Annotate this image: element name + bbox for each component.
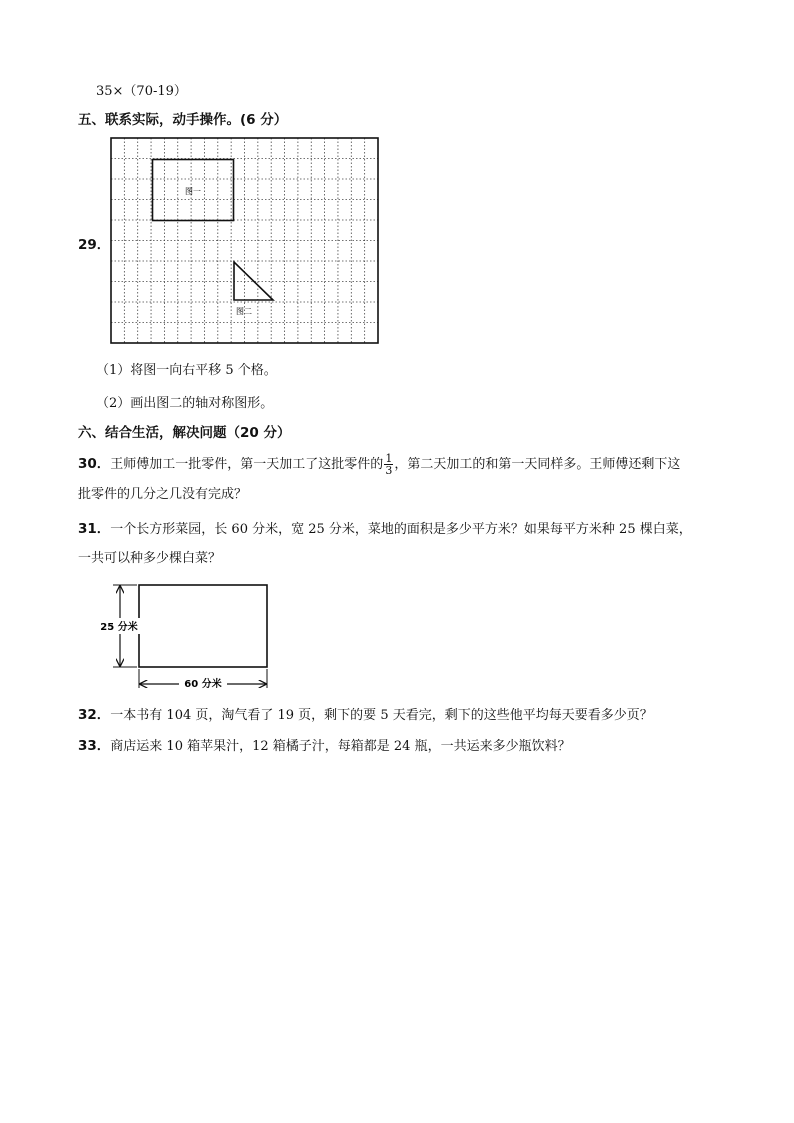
grid-figure	[110, 137, 380, 345]
fraction-one-third	[384, 453, 393, 476]
question-31-line-1	[78, 521, 692, 538]
question-33	[78, 738, 571, 755]
figure-2-label: 图二	[236, 307, 252, 316]
question-32	[78, 707, 653, 724]
fraction-denominator: 3	[385, 464, 393, 477]
question-30-text-after: ，第二天加工的和第一天同样多。王师傅还剩下这	[394, 457, 681, 472]
width-label: 25 分米	[100, 622, 138, 633]
section-6-title: 六、结合生活，解决问题（20 分）	[78, 425, 291, 441]
question-30-line-2: 批零件的几分之几没有完成？	[78, 487, 248, 502]
fraction-numerator: 1	[385, 452, 393, 465]
question-29-sub-1: （1）将图一向右平移 5 个格。	[96, 363, 277, 378]
question-32-number: 32．	[78, 707, 111, 723]
garden-rectangle	[139, 585, 267, 667]
length-label: 60 分米	[184, 679, 222, 690]
question-33-number: 33．	[78, 738, 111, 754]
question-31-number: 31．	[78, 521, 111, 537]
question-30-number: 30．	[78, 456, 111, 472]
section-5-title: 五、联系实际，动手操作。(6 分）	[78, 112, 288, 128]
question-29-sub-2: （2）画出图二的轴对称图形。	[96, 396, 274, 411]
question-31-text: 一个长方形菜园，长 60 分米，宽 25 分米，菜地的面积是多少平方米？如果每平方米种 25 棵白菜，	[110, 522, 692, 537]
expression-line: 35×（70-19）	[96, 84, 187, 99]
question-33-text: 商店运来 10 箱苹果汁，12 箱橘子汁，每箱都是 24 瓶，一共运来多少瓶饮料？	[110, 739, 571, 754]
question-31-line-2: 一共可以种多少棵白菜？	[78, 551, 222, 566]
question-29-number: 29．	[78, 237, 111, 253]
garden-diagram	[96, 580, 276, 690]
question-30-line-1	[78, 453, 680, 476]
question-32-text: 一本书有 104 页，淘气看了 19 页，剩下的要 5 天看完，剩下的这些他平均每天要看多少页？	[110, 708, 653, 723]
figure-2-triangle	[234, 262, 273, 300]
figure-1-label: 图一	[185, 187, 201, 196]
question-30-text-before: 王师傅加工一批零件，第一天加工了这批零件的	[110, 457, 384, 472]
